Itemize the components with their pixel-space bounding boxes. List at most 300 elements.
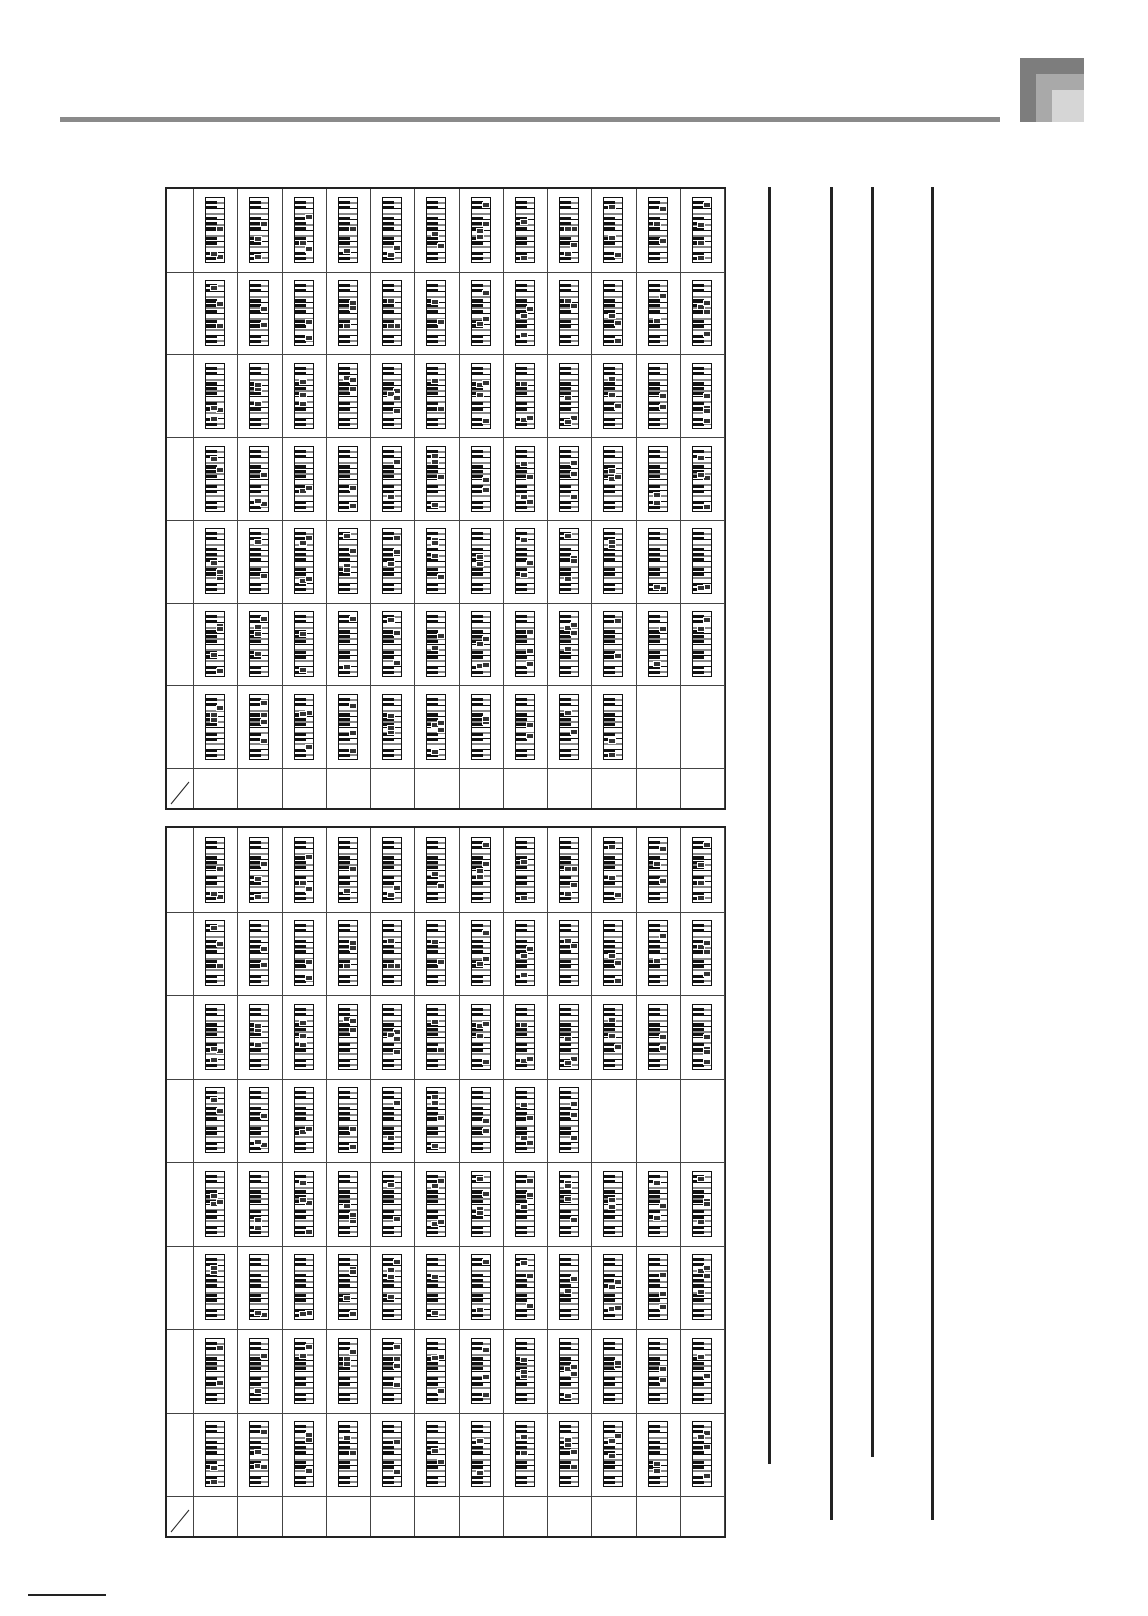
pressed-key-marker: [260, 573, 268, 579]
chord-keyboard-diagram: [426, 837, 446, 903]
black-key: [206, 1216, 217, 1219]
pressed-key-marker: [653, 1215, 661, 1221]
chord-keyboard-diagram: [603, 1004, 623, 1070]
black-key: [383, 289, 394, 292]
black-key: [339, 1175, 350, 1178]
black-key: [604, 1383, 615, 1386]
pressed-key-marker: [570, 558, 578, 564]
pressed-key-marker: [526, 1192, 534, 1198]
pressed-key-marker: [476, 1033, 484, 1039]
black-key: [604, 856, 615, 859]
pressed-key-marker: [437, 720, 445, 726]
chord-keyboard-diagram: [382, 1338, 402, 1404]
black-key: [383, 217, 394, 220]
black-key: [516, 929, 527, 932]
pressed-key-marker: [254, 1042, 262, 1048]
black-key: [516, 485, 527, 488]
black-key: [250, 583, 261, 586]
grid-column-line: [282, 828, 283, 1536]
chord-keyboard-diagram: [338, 837, 358, 903]
pressed-key-marker: [437, 1115, 445, 1121]
pressed-key-marker: [431, 1019, 439, 1025]
grid-row-line: [167, 1162, 724, 1163]
pressed-key-marker: [260, 861, 268, 867]
pressed-key-marker: [614, 320, 622, 326]
black-key: [472, 882, 483, 885]
black-key: [604, 583, 615, 586]
black-key: [472, 749, 483, 752]
black-key: [295, 1175, 306, 1178]
black-key: [250, 1367, 261, 1370]
pressed-key-marker: [343, 888, 351, 894]
black-key: [295, 418, 306, 421]
black-key: [339, 367, 350, 370]
black-key: [250, 1377, 261, 1380]
chord-keyboard-diagram: [515, 1087, 535, 1153]
black-key: [693, 640, 704, 643]
chord-keyboard-diagram: [249, 1171, 269, 1237]
black-key: [383, 876, 394, 879]
black-key: [206, 490, 217, 493]
chord-keyboard-diagram: [294, 1087, 314, 1153]
black-key: [472, 1107, 483, 1110]
grid-row-line: [167, 520, 724, 521]
black-key: [516, 450, 527, 453]
black-key: [339, 222, 350, 225]
black-key: [472, 501, 483, 504]
pressed-key-marker: [520, 895, 528, 901]
pressed-key-marker: [608, 738, 616, 744]
black-key: [560, 340, 571, 343]
black-key: [206, 1175, 217, 1178]
black-key: [649, 635, 660, 638]
black-key: [560, 257, 571, 260]
black-key: [604, 423, 615, 426]
black-key: [383, 754, 394, 757]
pressed-key-marker: [570, 242, 578, 248]
black-key: [427, 1258, 438, 1261]
pressed-key-marker: [482, 1021, 490, 1027]
chord-keyboard-diagram: [471, 446, 491, 512]
black-key: [604, 304, 615, 307]
pressed-key-marker: [476, 321, 484, 327]
black-key: [427, 861, 438, 864]
pressed-key-marker: [703, 1049, 711, 1055]
black-key: [383, 671, 394, 674]
pressed-key-marker: [614, 960, 622, 966]
black-key: [472, 671, 483, 674]
chord-keyboard-diagram: [249, 694, 269, 760]
black-key: [295, 1451, 306, 1454]
black-key: [250, 1013, 261, 1016]
black-key: [339, 980, 350, 983]
black-key: [472, 537, 483, 540]
black-key: [295, 1142, 306, 1145]
black-key: [604, 553, 615, 556]
pressed-key-marker: [260, 700, 268, 706]
black-key: [295, 222, 306, 225]
black-key: [516, 671, 527, 674]
pressed-key-marker: [659, 1045, 667, 1051]
black-key: [693, 485, 704, 488]
black-key: [693, 532, 704, 535]
black-key: [295, 1383, 306, 1386]
black-key: [427, 465, 438, 468]
black-key: [693, 548, 704, 551]
black-key: [383, 465, 394, 468]
black-key: [250, 1049, 261, 1052]
black-key: [250, 588, 261, 591]
black-key: [206, 754, 217, 757]
black-key: [339, 450, 350, 453]
chord-keyboard-diagram: [249, 920, 269, 986]
pressed-key-marker: [608, 204, 616, 210]
pressed-key-marker: [564, 226, 572, 232]
black-key: [427, 924, 438, 927]
black-key: [206, 450, 217, 453]
chord-keyboard-diagram: [692, 280, 712, 346]
pressed-key-marker: [520, 1357, 528, 1363]
black-key: [339, 455, 350, 458]
black-key: [472, 506, 483, 509]
black-key: [604, 501, 615, 504]
pressed-key-marker: [703, 617, 711, 623]
pressed-key-marker: [216, 668, 224, 674]
black-key: [383, 1091, 394, 1094]
black-key: [693, 1284, 704, 1287]
black-key: [604, 1461, 615, 1464]
black-key: [250, 1398, 261, 1401]
black-key: [206, 1231, 217, 1234]
black-key: [516, 1309, 527, 1312]
pressed-key-marker: [697, 880, 705, 886]
black-key: [472, 1013, 483, 1016]
pressed-key-marker: [393, 1469, 401, 1475]
black-key: [693, 1314, 704, 1317]
grid-column-line: [414, 189, 415, 808]
pressed-key-marker: [608, 235, 616, 241]
black-key: [649, 950, 660, 953]
pressed-key-marker: [254, 631, 262, 637]
chord-keyboard-diagram: [515, 363, 535, 429]
black-key: [295, 387, 306, 390]
black-key: [295, 1107, 306, 1110]
pressed-key-marker: [614, 892, 622, 898]
black-key: [295, 1190, 306, 1193]
pressed-key-marker: [482, 1191, 490, 1197]
pressed-key-marker: [216, 866, 224, 872]
chord-keyboard-diagram: [603, 837, 623, 903]
black-key: [649, 841, 660, 844]
pressed-key-marker: [431, 553, 439, 559]
chord-keyboard-diagram: [515, 611, 535, 677]
pressed-key-marker: [387, 963, 395, 969]
black-key: [649, 1398, 660, 1401]
pressed-key-marker: [393, 630, 401, 636]
black-key: [516, 960, 527, 963]
pressed-key-marker: [299, 1197, 307, 1203]
pressed-key-marker: [703, 1059, 711, 1065]
pressed-key-marker: [210, 712, 218, 718]
chord-keyboard-diagram: [471, 1004, 491, 1070]
black-key: [383, 1127, 394, 1130]
black-key: [560, 1284, 571, 1287]
pressed-key-marker: [659, 206, 667, 212]
black-key: [472, 856, 483, 859]
black-key: [516, 237, 527, 240]
chord-keyboard-diagram: [603, 446, 623, 512]
chord-keyboard-diagram: [648, 446, 668, 512]
black-key: [472, 1112, 483, 1115]
black-key: [560, 1096, 571, 1099]
black-key: [427, 1367, 438, 1370]
pressed-key-marker: [349, 1311, 357, 1317]
pressed-key-marker: [305, 246, 313, 252]
black-key: [604, 1347, 615, 1350]
black-key: [560, 1226, 571, 1229]
black-key: [295, 372, 306, 375]
pressed-key-marker: [260, 962, 268, 968]
black-key: [516, 1294, 527, 1297]
black-key: [383, 1147, 394, 1150]
black-key: [604, 929, 615, 932]
black-key: [295, 284, 306, 287]
chord-keyboard-diagram: [692, 1004, 712, 1070]
pressed-key-marker: [703, 393, 711, 399]
black-key: [604, 506, 615, 509]
black-key: [427, 1284, 438, 1287]
black-key: [472, 1430, 483, 1433]
pressed-key-marker: [608, 313, 616, 319]
pressed-key-marker: [349, 485, 357, 491]
black-key: [339, 856, 350, 859]
black-key: [649, 553, 660, 556]
pressed-key-marker: [210, 1479, 218, 1485]
black-key: [472, 1446, 483, 1449]
grid-column-line: [503, 828, 504, 1536]
pressed-key-marker: [343, 1435, 351, 1441]
chord-keyboard-diagram: [338, 1421, 358, 1487]
black-key: [649, 856, 660, 859]
black-key: [339, 1096, 350, 1099]
black-key: [516, 506, 527, 509]
black-key: [693, 656, 704, 659]
pressed-key-marker: [526, 733, 534, 739]
black-key: [427, 227, 438, 230]
black-key: [604, 1299, 615, 1302]
black-key: [604, 1263, 615, 1266]
pressed-key-marker: [570, 1135, 578, 1141]
pressed-key-marker: [254, 1217, 262, 1223]
black-key: [560, 897, 571, 900]
black-key: [472, 242, 483, 245]
pressed-key-marker: [305, 744, 313, 750]
pressed-key-marker: [210, 652, 218, 658]
chord-keyboard-diagram: [338, 611, 358, 677]
black-key: [295, 1013, 306, 1016]
black-key: [560, 237, 571, 240]
black-key: [295, 1028, 306, 1031]
black-key: [250, 284, 261, 287]
header-rule: [60, 117, 1000, 122]
pressed-key-marker: [653, 584, 661, 590]
black-key: [250, 1383, 261, 1386]
black-key: [649, 671, 660, 674]
black-key: [339, 718, 350, 721]
pressed-key-marker: [476, 234, 484, 240]
pressed-key-marker: [305, 535, 313, 541]
black-key: [250, 1441, 261, 1444]
black-key: [649, 558, 660, 561]
chord-chart-table-upper: [165, 187, 726, 810]
pressed-key-marker: [703, 504, 711, 510]
black-key: [516, 882, 527, 885]
chord-keyboard-diagram: [559, 1004, 579, 1070]
black-key: [649, 1059, 660, 1062]
black-key: [516, 1441, 527, 1444]
black-key: [604, 1377, 615, 1380]
black-key: [295, 640, 306, 643]
pressed-key-marker: [343, 1356, 351, 1362]
pressed-key-marker: [387, 1182, 395, 1188]
pressed-key-marker: [564, 1196, 572, 1202]
grid-column-line: [459, 189, 460, 808]
pressed-key-marker: [697, 1289, 705, 1295]
black-key: [560, 284, 571, 287]
black-key: [250, 1175, 261, 1178]
black-key: [339, 242, 350, 245]
black-key: [693, 1342, 704, 1345]
chord-keyboard-diagram: [426, 1004, 446, 1070]
black-key: [693, 537, 704, 540]
black-key: [560, 929, 571, 932]
pressed-key-marker: [260, 221, 268, 227]
black-key: [339, 1231, 350, 1234]
black-key: [339, 861, 350, 864]
chord-keyboard-diagram: [471, 363, 491, 429]
pressed-key-marker: [216, 323, 224, 329]
black-key: [604, 588, 615, 591]
pressed-key-marker: [659, 878, 667, 884]
black-key: [295, 1064, 306, 1067]
black-key: [427, 897, 438, 900]
black-key: [693, 856, 704, 859]
pressed-key-marker: [614, 1279, 622, 1285]
chord-keyboard-diagram: [515, 1004, 535, 1070]
black-key: [427, 372, 438, 375]
black-key: [339, 1476, 350, 1479]
black-key: [604, 450, 615, 453]
black-key: [516, 738, 527, 741]
black-key: [560, 1383, 571, 1386]
black-key: [295, 1393, 306, 1396]
black-key: [516, 1466, 527, 1469]
black-key: [472, 588, 483, 591]
pressed-key-marker: [437, 959, 445, 965]
black-key: [516, 698, 527, 701]
black-key: [339, 1112, 350, 1115]
chord-keyboard-diagram: [294, 280, 314, 346]
black-key: [250, 1299, 261, 1302]
black-key: [295, 651, 306, 654]
black-key: [206, 876, 217, 879]
black-key: [560, 1091, 571, 1094]
chord-keyboard-diagram: [426, 280, 446, 346]
black-key: [472, 1299, 483, 1302]
pressed-key-marker: [254, 651, 262, 657]
black-key: [383, 304, 394, 307]
black-key: [472, 892, 483, 895]
black-key: [472, 1481, 483, 1484]
black-key: [693, 284, 704, 287]
pressed-key-marker: [299, 667, 307, 673]
black-key: [250, 423, 261, 426]
black-key: [339, 1117, 350, 1120]
pressed-key-marker: [299, 1353, 307, 1359]
black-key: [383, 1200, 394, 1203]
black-key: [472, 975, 483, 978]
black-key: [295, 1216, 306, 1219]
black-key: [383, 980, 394, 983]
black-key: [516, 455, 527, 458]
black-key: [250, 846, 261, 849]
chord-keyboard-diagram: [382, 528, 402, 594]
black-key: [383, 1226, 394, 1229]
black-key: [693, 666, 704, 669]
chord-keyboard-diagram: [471, 694, 491, 760]
pressed-key-marker: [564, 1442, 572, 1448]
black-key: [649, 1028, 660, 1031]
pressed-key-marker: [387, 252, 395, 258]
black-key: [693, 217, 704, 220]
black-key: [604, 945, 615, 948]
black-key: [649, 217, 660, 220]
black-key: [206, 1023, 217, 1026]
black-key: [295, 1299, 306, 1302]
chord-keyboard-diagram: [515, 446, 535, 512]
pressed-key-marker: [254, 401, 262, 407]
chord-keyboard-diagram: [382, 363, 402, 429]
pressed-key-marker: [526, 648, 534, 654]
black-key: [472, 1043, 483, 1046]
pressed-key-marker: [570, 943, 578, 949]
black-key: [693, 1383, 704, 1386]
chord-keyboard-diagram: [382, 837, 402, 903]
black-key: [206, 392, 217, 395]
black-key: [427, 423, 438, 426]
black-key: [427, 257, 438, 260]
black-key: [295, 227, 306, 230]
black-key: [295, 1362, 306, 1365]
pressed-key-marker: [703, 1444, 711, 1450]
pressed-key-marker: [659, 293, 667, 299]
black-key: [295, 201, 306, 204]
black-key: [339, 1284, 350, 1287]
black-key: [560, 387, 571, 390]
black-key: [693, 1367, 704, 1370]
black-key: [560, 217, 571, 220]
pressed-key-marker: [482, 1059, 490, 1065]
black-key: [516, 1127, 527, 1130]
black-key: [560, 568, 571, 571]
black-key: [206, 310, 217, 313]
black-key: [383, 975, 394, 978]
pressed-key-marker: [653, 221, 661, 227]
black-key: [295, 501, 306, 504]
chord-keyboard-diagram: [249, 280, 269, 346]
black-key: [383, 237, 394, 240]
black-key: [516, 201, 527, 204]
